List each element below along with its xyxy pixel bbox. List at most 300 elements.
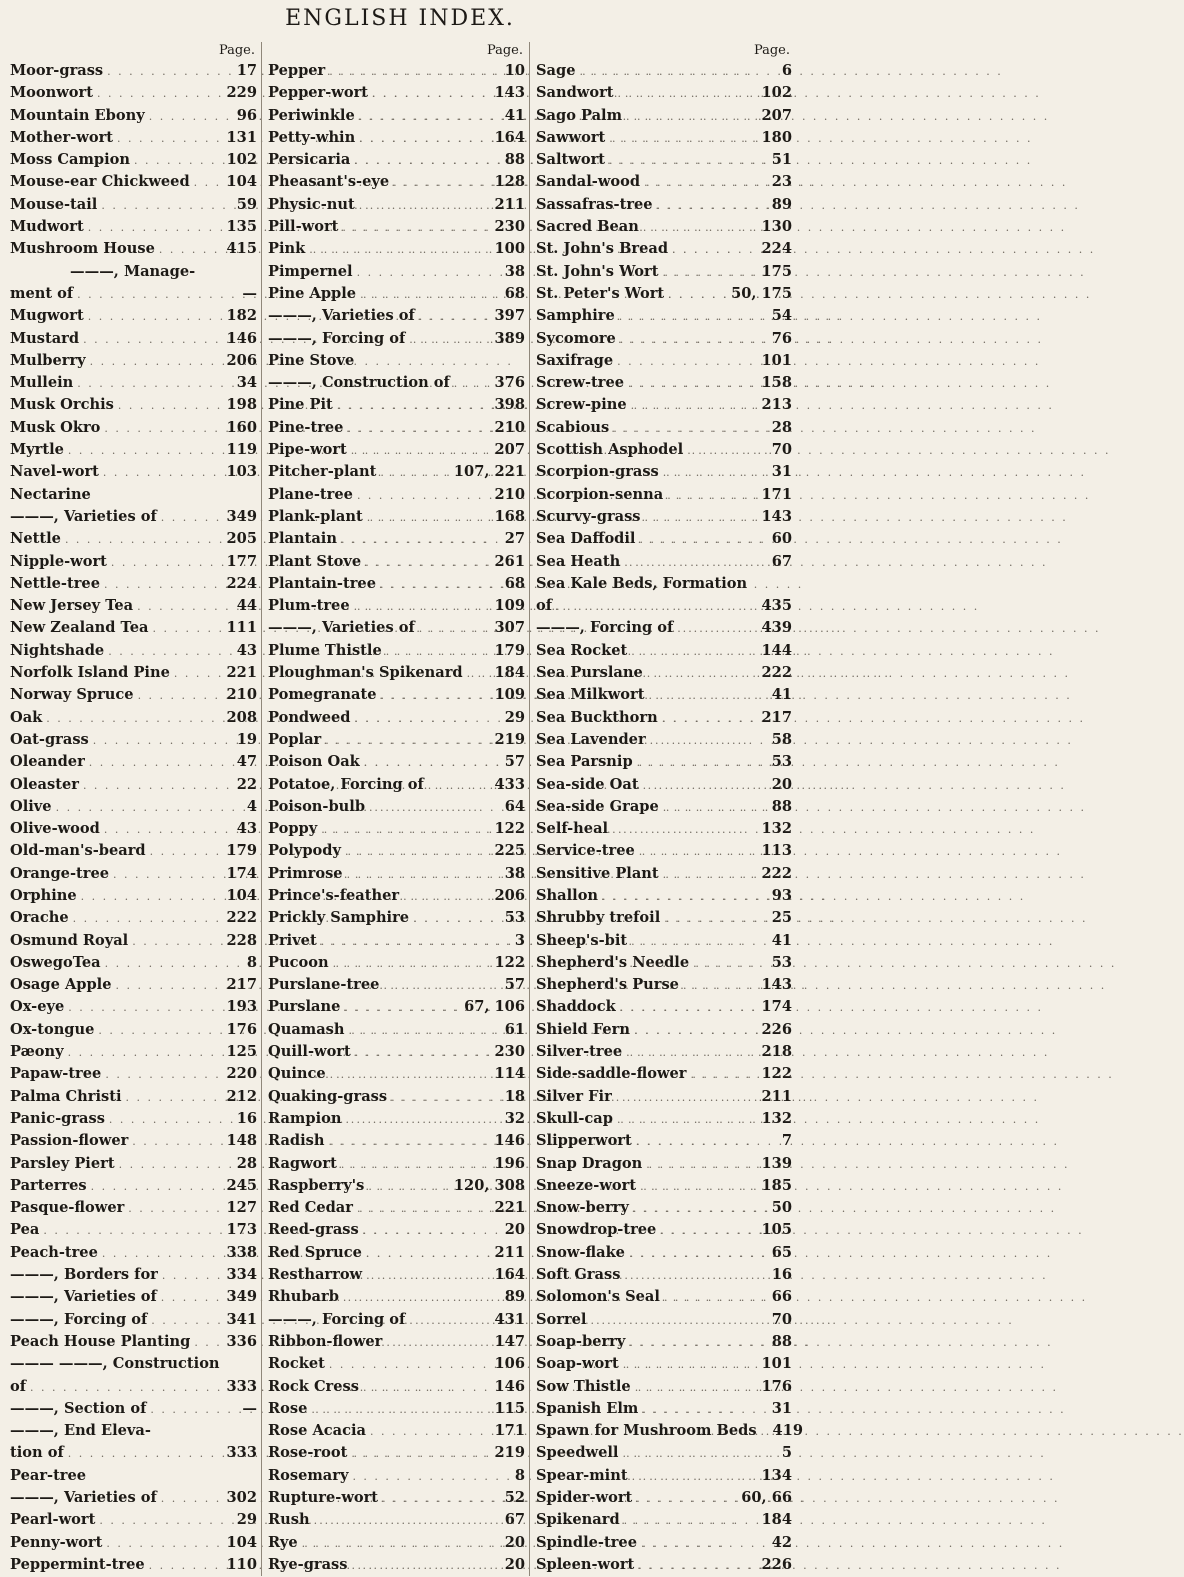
entry-page: 16 [771,1266,792,1284]
dot-leader [68,1443,223,1465]
dot-leader [349,1020,501,1042]
dot-leader [103,462,223,484]
index-entry [268,394,525,416]
entry-page: 8 [246,953,257,971]
entry-term: Mullein [10,374,74,392]
entry-term: Pepper-wort [268,84,369,102]
index-entry [536,1086,792,1108]
entry-page: 89 [504,1288,525,1306]
dot-leader [309,239,490,261]
entry-page: 389 [494,329,525,347]
dot-leader [113,864,223,886]
index-entry [268,907,525,929]
index-entry [10,551,257,573]
dot-leader [631,931,768,953]
entry-page: 206 [494,886,525,904]
index-entry [268,1286,525,1308]
index-entry [536,1019,792,1041]
index-entry [536,461,792,483]
dot-leader [126,1087,223,1109]
dot-leader [106,1533,222,1555]
entry-term: Solomon's Seal [536,1288,660,1306]
entry-page: 100 [494,240,525,258]
dot-leader [77,373,232,395]
dot-leader [386,1332,490,1354]
dot-leader [89,752,233,774]
dot-leader [393,172,490,194]
index-entry [10,149,257,171]
index-entry [268,863,525,885]
dot-leader [355,1042,491,1064]
index-entry [10,1309,257,1331]
dot-leader [68,997,222,1019]
entry-page: 96 [236,106,257,124]
index-entry [10,751,257,773]
entry-term: Ox-tongue [10,1020,95,1038]
entry-term: Rampion [268,1109,342,1127]
entry-page: 38 [504,864,525,882]
dot-leader [693,953,768,975]
index-entry [10,1532,257,1554]
entry-page: 119 [226,441,257,459]
entry-term: Snow-flake [536,1243,625,1261]
entry-term: Pucoon [268,953,329,971]
entry-term: Quaking-grass [268,1087,388,1105]
entry-term: Moonwort [10,84,93,102]
entry-page: 210 [494,418,525,436]
index-entry [268,417,525,439]
entry-term: Oak [10,708,43,726]
entry-term: Service-tree [536,842,635,860]
entry-page: 127 [226,1199,257,1217]
entry-term: Myrtle [10,441,64,459]
dot-leader [634,1020,758,1042]
dot-leader [329,1354,491,1376]
index-entry [10,283,257,305]
entry-page: 222 [226,909,257,927]
entry-page: — [242,1399,257,1417]
dot-leader [631,395,758,417]
entry-term: Plantain [268,530,337,548]
index-entry [10,439,257,461]
entry-term: Rock Cress [268,1377,359,1395]
entry-term: ———, Forcing of [536,619,674,637]
entry-term: ———, Forcing of [10,1310,148,1328]
entry-term: Pæony [10,1043,64,1061]
index-entry [536,1532,792,1554]
index-entry [268,996,525,1018]
index-entry [268,171,525,193]
entry-term: Sycomore [536,329,616,347]
dot-leader [161,507,223,529]
entry-term: Sea Milkwort [536,686,645,704]
index-entry [10,974,257,996]
entry-term: Potatoe, Forcing of [268,775,424,793]
dot-leader [151,1310,222,1332]
index-entry [10,1420,257,1442]
entry-term: Sensitive Plant [536,864,659,882]
dot-leader [329,1131,491,1153]
entry-term: Papaw-tree [10,1065,102,1083]
entry-page: 196 [494,1154,525,1172]
entry-page: 132 [761,820,792,838]
entry-term: Persicaria [268,151,351,169]
index-columns [4,42,804,1576]
dot-leader [382,1488,501,1510]
index-entry [536,1041,792,1063]
dot-leader [194,1332,222,1354]
entry-page: 23 [771,173,792,191]
entry-page: 10 [504,62,525,79]
entry-page: 76 [771,329,792,347]
dot-leader [81,886,223,908]
index-entry [10,372,257,394]
entry-page: 57 [504,976,525,994]
index-entry [268,796,525,818]
index-entry [536,1309,792,1331]
dot-leader [628,373,758,395]
index-entry [536,1331,792,1353]
index-entry [536,707,792,729]
dot-leader [359,195,491,217]
index-entry [536,194,792,216]
entry-page: 41 [771,931,792,949]
entry-term: Sandwort [536,84,614,102]
index-entry [268,484,525,506]
index-entry [268,439,525,461]
dot-leader [613,418,767,440]
entry-term: Purslane [268,998,341,1016]
dot-leader [93,730,233,752]
entry-term: Old-man's-beard [10,842,146,860]
dot-leader [161,1287,223,1309]
dot-leader [360,284,501,306]
dot-leader [343,1287,501,1309]
index-entry [536,1286,792,1308]
entry-page: 225 [494,842,525,860]
entry-page: 221 [494,1199,525,1217]
index-entry [268,1242,525,1264]
entry-page: 50, 175 [731,284,792,302]
entry-term: Sage [536,62,576,79]
entry-page: 29 [236,1511,257,1529]
entry-page: 147 [494,1332,525,1350]
dot-leader [314,1510,501,1532]
dot-leader [357,262,501,284]
entry-page: 230 [494,218,525,236]
dot-leader [325,730,490,752]
index-entry [536,1420,804,1442]
index-column-2 [261,42,529,1576]
dot-leader [624,1265,767,1287]
entry-page: 66 [771,1288,792,1306]
dot-leader [637,752,768,774]
index-entry [268,60,525,82]
entry-term: ——— ———, Construction [10,1355,220,1373]
dot-leader [635,1377,758,1399]
entry-term: Rush [268,1511,310,1529]
entry-term: Mother-wort [10,128,113,146]
entry-term: Orphine [10,886,77,904]
entry-term: Poplar [268,730,322,748]
entry-term: Moss Campion [10,151,131,169]
index-entry [10,350,257,372]
dot-leader [46,708,222,730]
index-entry [536,930,792,952]
entry-page: 219 [494,1444,525,1462]
index-entry [536,818,792,840]
index-entry [536,238,792,260]
index-entry [10,1465,257,1487]
entry-page: 226 [761,1020,792,1038]
dot-leader [409,1310,490,1332]
index-entry [10,662,257,684]
entry-page: 336 [226,1332,257,1350]
dot-leader [357,1198,491,1220]
dot-leader [359,106,501,128]
dot-leader [761,1421,769,1443]
dot-leader [132,931,222,953]
entry-page: 333 [226,1444,257,1462]
index-entry [10,1108,257,1130]
index-column-1 [4,42,261,1576]
entry-term: Sandal-wood [536,173,641,191]
dot-leader [380,462,450,484]
entry-term: Rose [268,1399,308,1417]
index-entry [10,417,257,439]
entry-page: 17 [236,62,257,79]
entry-page: 105 [761,1221,792,1239]
entry-page: 25 [771,909,792,927]
dot-leader [609,128,757,150]
index-entry [536,1153,792,1175]
entry-term: St. John's Bread [536,240,669,258]
entry-term: Pheasant's-eye [268,173,390,191]
index-entry [10,840,257,862]
entry-term: Orange-tree [10,864,110,882]
entry-page: 109 [494,686,525,704]
dot-leader [638,1555,757,1577]
index-entry [10,1219,257,1241]
index-entry [536,1219,792,1241]
entry-term: Norfolk Island Pine [10,664,170,682]
dot-leader [650,730,768,752]
entry-term: Pomegranate [268,686,377,704]
dot-leader [321,931,511,953]
entry-term: Pea [10,1221,40,1239]
entry-term: Radish [268,1132,325,1150]
index-entry [10,996,257,1018]
entry-term: Nipple-wort [10,552,107,570]
index-entry [536,60,792,82]
index-entry [536,105,792,127]
entry-term: Snow-berry [536,1199,629,1217]
dot-leader [663,864,758,886]
entry-term: Nectarine [10,485,91,503]
entry-page: 115 [494,1399,525,1417]
entry-page: 53 [771,753,792,771]
dot-leader [403,886,490,908]
entry-term: Shepherd's Purse [536,976,679,994]
index-entry [268,1153,525,1175]
entry-page: 54 [771,307,792,325]
index-entry [536,127,792,149]
entry-term: Musk Orchis [10,396,114,414]
index-entry [536,1130,792,1152]
entry-page: 64 [504,797,525,815]
entry-term: Soft Grass [536,1266,621,1284]
entry-page: 218 [761,1043,792,1061]
dot-leader [107,61,233,83]
index-entry [268,930,525,952]
dot-leader [657,195,768,217]
entry-term: Musk Okro [10,418,101,436]
index-entry [10,617,257,639]
entry-term: Periwinkle [268,106,355,124]
dot-leader [647,663,758,685]
index-entry [268,328,525,350]
entry-term: ———, Forcing of [268,329,406,347]
entry-term: Sheep's-bit [536,931,628,949]
entry-page: 205 [226,530,257,548]
entry-term: Mountain Ebony [10,106,145,124]
dot-leader [383,975,500,997]
dot-leader [380,574,501,596]
index-entry [10,1442,257,1464]
dot-leader [663,462,768,484]
index-entry [536,684,792,706]
dot-leader [138,685,223,707]
index-entry [268,1086,525,1108]
entry-term: Polypody [268,842,341,860]
entry-term: Pine Pit [268,396,333,414]
dot-leader [83,775,233,797]
dot-leader [88,306,223,328]
dot-leader [43,1220,222,1242]
entry-term: Self-heal [536,820,609,838]
dot-leader [65,529,223,551]
entry-page: 206 [226,351,257,369]
dot-leader [667,485,757,507]
index-entry [10,573,257,595]
entry-page: 122 [494,820,525,838]
dot-leader [128,1198,222,1220]
index-entry [10,238,257,260]
entry-term: Skull-cap [536,1109,613,1127]
entry-term: Shield Fern [536,1020,630,1038]
dot-leader [333,953,491,975]
entry-term: Red Cedar [268,1199,353,1217]
entry-page: 132 [761,1109,792,1127]
entry-page: 8 [514,1466,525,1484]
entry-page: 130 [761,218,792,236]
dot-leader [619,306,768,328]
index-entry [10,952,257,974]
entry-term: Rose Acacia [268,1422,366,1440]
dot-leader [677,618,757,640]
entry-term: Olive [10,797,52,815]
dot-leader [118,395,223,417]
entry-page: 67, 106 [464,998,525,1016]
entry-page: 439 [761,619,792,637]
index-entry [536,1487,792,1509]
entry-page: 230 [494,1043,525,1061]
entry-term: Mulberry [10,351,86,369]
entry-term: Spear-mint [536,1466,628,1484]
entry-page: 134 [761,1466,792,1484]
index-entry [536,484,792,506]
index-entry [536,617,792,639]
index-entry [10,1398,257,1420]
entry-term: Plantain-tree [268,574,376,592]
entry-page: 53 [771,953,792,971]
entry-term: Sea Rocket [536,641,628,659]
dot-leader [609,150,768,172]
entry-page: 53 [504,909,525,927]
dot-leader [622,1443,777,1465]
dot-leader [626,1042,757,1064]
entry-page: 50 [771,1199,792,1217]
entry-term: Nettle [10,530,61,548]
entry-term: Snowdrop-tree [536,1221,657,1239]
dot-leader [341,1154,491,1176]
entry-term: Panic-grass [10,1109,105,1127]
entry-page: 261 [494,552,525,570]
dot-leader [419,306,491,328]
entry-term: ———, Borders for [10,1266,158,1284]
index-entry [268,461,525,483]
index-entry [536,1554,792,1576]
dot-leader [104,574,223,596]
index-entry [268,1130,525,1152]
index-entry [10,729,257,751]
entry-term: Sea Buckthorn [536,708,658,726]
entry-term: Petty-whin [268,128,356,146]
index-entry [536,149,792,171]
entry-term: Mushroom House [10,240,155,258]
index-entry [10,1197,257,1219]
entry-page: 60, 66 [741,1489,792,1506]
entry-page: 122 [494,953,525,971]
entry-term: Screw-tree [536,374,625,392]
dot-leader [363,1220,501,1242]
dot-leader [631,641,757,663]
entry-page: 41 [504,106,525,124]
page-title: ENGLISH INDEX. [285,6,515,31]
index-entry [268,617,525,639]
entry-term: Pepper [268,62,326,79]
index-entry [268,305,525,327]
entry-term: Saxifrage [536,351,614,369]
index-entry [536,907,792,929]
index-entry [536,1175,792,1197]
entry-page: 29 [504,708,525,726]
entry-term: Prickly Samphire [268,909,410,927]
entry-term: Poison Oak [268,753,360,771]
dot-leader [73,908,223,930]
entry-term: Restharrow [268,1266,363,1284]
dot-leader [321,819,490,841]
dot-leader [90,351,223,373]
dot-leader [341,529,501,551]
index-entry [10,82,257,104]
entry-page: 415 [226,240,257,258]
index-entry [536,996,792,1018]
entry-page: 171 [494,1422,525,1440]
entry-page: 57 [504,753,525,771]
dot-leader [97,83,223,105]
entry-term: Palma Christi [10,1087,122,1105]
